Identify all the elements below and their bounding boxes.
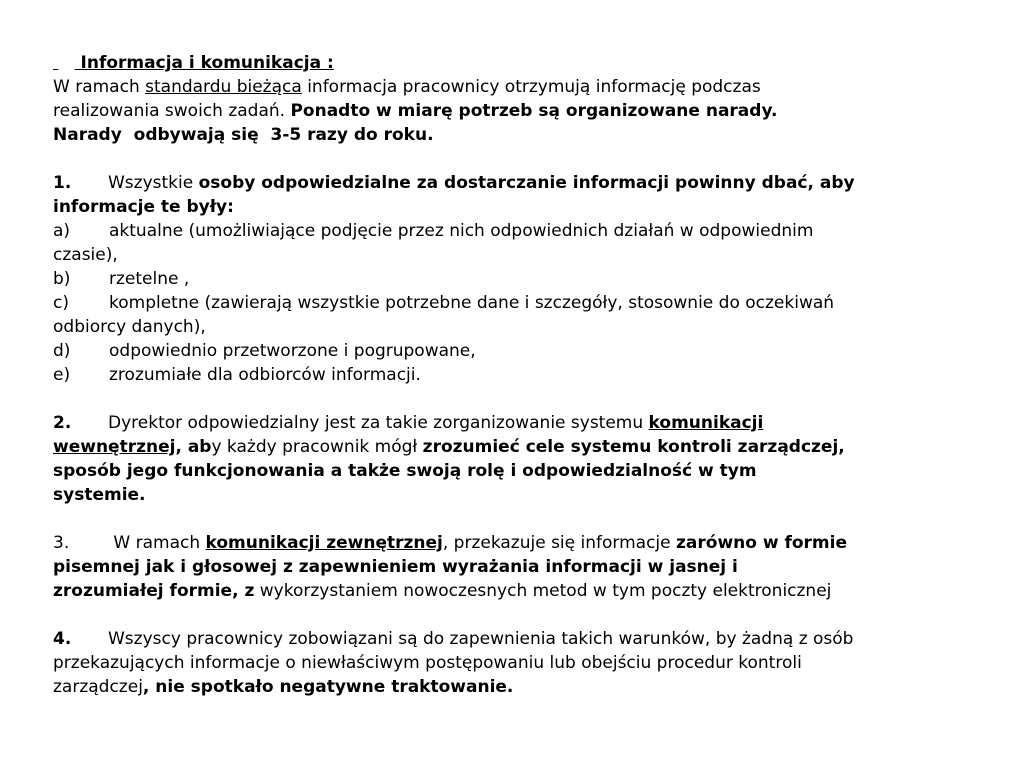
point-text: przekazujących informacje o niewłaściwym postępowaniu lub obejściu procedur kontroli xyxy=(53,653,802,673)
list-letter: c) xyxy=(53,293,69,313)
point3-line-3 xyxy=(53,579,993,603)
point-number: 4. xyxy=(53,629,72,649)
point3-line-1 xyxy=(53,531,993,555)
intro-line-3 xyxy=(53,123,993,147)
intro-bold-text: Narady odbywają się 3-5 razy do roku. xyxy=(53,125,434,145)
point-number: 3. xyxy=(53,533,70,553)
point3-line-2 xyxy=(53,555,993,579)
point2-line-4 xyxy=(53,483,993,507)
intro-text: realizowania swoich zadań. xyxy=(53,101,291,121)
list-text: czasie), xyxy=(53,245,118,265)
point-text: y każdy pracownik mógł xyxy=(211,437,423,457)
point-number: 2. xyxy=(53,413,72,433)
point2-line-2 xyxy=(53,435,993,459)
list-text: aktualne (umożliwiające podjęcie przez nich odpowiednich działań w odpowiednim xyxy=(109,221,814,241)
list-item xyxy=(53,339,993,363)
list-letter: b) xyxy=(53,269,71,289)
point-bold-text: systemie. xyxy=(53,485,146,505)
list-letter: e) xyxy=(53,365,71,385)
point-bold-text: pisemnej jak i głosowej z zapewnieniem wyrażania informacji w jasnej i xyxy=(53,557,738,577)
point4-line-2 xyxy=(53,651,993,675)
list-letter: a) xyxy=(53,221,71,241)
point1-line-1 xyxy=(53,171,993,195)
point-bold-text: informacje te były: xyxy=(53,197,234,217)
point-bold-text: osoby odpowiedzialne za dostarczanie informacji powinny dbać, aby xyxy=(198,173,855,193)
list-text: odbiorcy danych), xyxy=(53,317,206,337)
intro-line-2 xyxy=(53,99,993,123)
point-text: Dyrektor odpowiedzialny jest za takie zorganizowanie systemu xyxy=(108,413,649,433)
document-page xyxy=(53,27,993,699)
point-number: 1. xyxy=(53,173,72,193)
list-item-continuation xyxy=(53,243,993,267)
point-bold-text: zrozumiałej formie, z xyxy=(53,581,255,601)
point-bold-text: zrozumieć cele systemu kontroli zarządczej, xyxy=(422,437,845,457)
point-bold-text: , ab xyxy=(175,437,212,457)
page-title: Informacja i komunikacja : xyxy=(80,53,334,73)
point-bold-underlined-text: komunikacji zewnętrznej xyxy=(205,533,443,553)
intro-text: W ramach xyxy=(53,77,146,97)
point-bold-text: , nie spotkało negatywne traktowanie. xyxy=(142,677,514,697)
list-text: odpowiednio przetworzone i pogrupowane, xyxy=(109,341,476,361)
list-item xyxy=(53,219,993,243)
point-text: zarządczej xyxy=(53,677,143,697)
point-bold-text: sposób jego funkcjonowania a także swoją rolę i odpowiedzialność w tym xyxy=(53,461,757,481)
list-text: rzetelne , xyxy=(109,269,190,289)
list-letter: d) xyxy=(53,341,71,361)
point2-line-1 xyxy=(53,411,993,435)
list-text: zrozumiałe dla odbiorców informacji. xyxy=(109,365,421,385)
point-text: , przekazuje się informacje xyxy=(442,533,677,553)
point4-line-1 xyxy=(53,627,993,651)
list-item-continuation xyxy=(53,315,993,339)
intro-underlined-term: standardu bieżąca xyxy=(145,77,302,97)
point4-line-3 xyxy=(53,675,993,699)
intro-text: informacja pracownicy otrzymują informację podczas xyxy=(301,77,761,97)
point-bold-underlined-text: komunikacji xyxy=(648,413,764,433)
list-item xyxy=(53,363,993,387)
heading-line xyxy=(53,27,993,73)
point2-line-3 xyxy=(53,459,993,483)
list-item xyxy=(53,267,993,291)
list-text: kompletne (zawierają wszystkie potrzebne dane i szczegóły, stosownie do oczekiwań xyxy=(109,293,835,313)
point-text: wykorzystaniem nowoczesnych metod w tym poczty elektronicznej xyxy=(254,581,832,601)
point1-line-2 xyxy=(53,195,993,219)
point-text: W ramach xyxy=(108,533,206,553)
intro-line-1 xyxy=(53,75,993,99)
point-bold-text: zarówno w formie xyxy=(676,533,848,553)
point-bold-underlined-text: wewnętrznej xyxy=(53,437,176,457)
intro-bold-text: Ponadto w miarę potrzeb są organizowane narady. xyxy=(290,101,778,121)
point-text: Wszyscy pracownicy zobowiązani są do zapewnienia takich warunków, by żadną z osób xyxy=(108,629,854,649)
list-item xyxy=(53,291,993,315)
point-text: Wszystkie xyxy=(108,173,199,193)
